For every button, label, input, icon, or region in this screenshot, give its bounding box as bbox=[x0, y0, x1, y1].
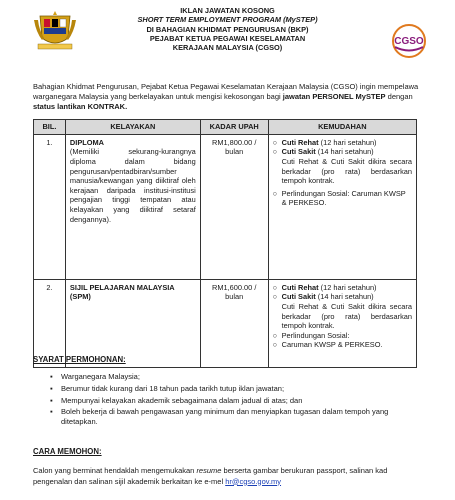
document-header bbox=[0, 2, 455, 72]
requirements-list bbox=[50, 372, 422, 429]
square-bullet-icon: ▪ bbox=[50, 395, 53, 405]
intro-paragraph bbox=[33, 82, 423, 112]
header-line-5: KERAJAAN MALAYSIA (CGSO) bbox=[172, 43, 283, 52]
list-item: ▪ Boleh bekerja di bawah pengawasan yang minimum dan menyiapkan tugasan dalam tempoh yang ditetapkan. bbox=[50, 407, 389, 426]
circle-bullet-icon: ○ bbox=[272, 330, 278, 340]
benefit-social-protection: ○ Perlindungan Sosial: Caruman KWSP & PERKESO. bbox=[272, 188, 406, 208]
list-item: ▪ Mempunyai kelayakan akademik sebagaimana dalam jadual di atas; dan bbox=[50, 395, 303, 405]
table-header-row bbox=[34, 120, 417, 135]
benefits-cell bbox=[268, 279, 416, 367]
vacancy-table bbox=[33, 119, 417, 368]
intro-text-2: dengan bbox=[385, 92, 413, 102]
intro-text-1: Bahagian Khidmat Pengurusan, Pejabat Ketua Pegawai Keselamatan Kerajaan Malaysia (CGSO) ingin mempelawa warganegara Malaysia yang berkelayakan untuk mengisi kekosongan bagi bbox=[33, 82, 419, 102]
circle-bullet-icon: ○ bbox=[272, 292, 278, 302]
requirements-title: SYARAT PERMOHONAN: bbox=[33, 355, 126, 364]
circle-bullet-icon: ○ bbox=[272, 137, 278, 147]
header-line-3: DI BAHAGIAN KHIDMAT PENGURUSAN (BKP) bbox=[146, 24, 309, 34]
benefit-sick-leave: ○ Cuti Sakit (14 hari setahun) bbox=[272, 147, 374, 157]
qualification-title: DIPLOMA bbox=[69, 137, 104, 147]
benefit-leave-note: Cuti Rehat & Cuti Sakit dikira secara berkadar (pro rata) berdasarkan tempoh kontrak. bbox=[281, 156, 412, 186]
circle-bullet-icon: ○ bbox=[272, 147, 278, 157]
benefit-social-protection: ○ Perlindungan Sosial: bbox=[272, 330, 350, 340]
wage-cell: RM1,800.00 / bulan bbox=[200, 134, 268, 279]
wage-cell: RM1,600.00 / bulan bbox=[200, 279, 268, 367]
cgso-logo-text: CGSO bbox=[394, 36, 424, 47]
email-link[interactable]: hr@cgso.gov.my bbox=[225, 476, 282, 486]
benefit-contribution: ○ Caruman KWSP & PERKESO. bbox=[272, 340, 383, 350]
circle-bullet-icon: ○ bbox=[272, 282, 278, 292]
circle-bullet-icon: ○ bbox=[272, 188, 278, 198]
qualification-cell bbox=[65, 134, 200, 279]
benefits-cell bbox=[268, 134, 416, 279]
list-item: ▪ Warganegara Malaysia; bbox=[50, 372, 140, 381]
row-number: 2. bbox=[34, 279, 66, 367]
col-header-no: BIL. bbox=[34, 120, 66, 135]
square-bullet-icon: ▪ bbox=[50, 383, 53, 393]
table-row bbox=[34, 279, 417, 367]
cgso-logo bbox=[386, 20, 432, 62]
header-title-block bbox=[100, 6, 355, 52]
col-header-benefits: KEMUDAHAN bbox=[268, 120, 416, 135]
benefit-annual-leave: ○ Cuti Rehat (12 hari setahun) bbox=[272, 137, 377, 147]
malaysia-coat-of-arms-logo bbox=[32, 10, 78, 52]
resume-italic: resume bbox=[196, 466, 222, 475]
qualification-title: SIJIL PELAJARAN MALAYSIA (SPM) bbox=[69, 282, 175, 302]
table-row bbox=[34, 134, 417, 279]
col-header-qualification: KELAYAKAN bbox=[65, 120, 200, 135]
header-line-4: PEJABAT KETUA PEGAWAI KESELAMATAN bbox=[149, 33, 306, 43]
benefit-annual-leave: ○ Cuti Rehat (12 hari setahun) bbox=[272, 282, 377, 292]
apply-paragraph: Calon yang berminat hendaklah mengemukakan resume berserta gambar berukuran passport, salinan kad pengenalan dan salinan sijil akademik berkaitan ke e-mel hr@cgso.gov.my bbox=[33, 466, 388, 486]
qualification-cell bbox=[65, 279, 200, 367]
intro-bold-status: status lantikan KONTRAK. bbox=[33, 102, 128, 112]
intro-bold-position: jawatan PERSONEL MySTEP bbox=[282, 92, 386, 102]
square-bullet-icon: ▪ bbox=[50, 407, 53, 417]
square-bullet-icon: ▪ bbox=[50, 372, 53, 381]
circle-bullet-icon: ○ bbox=[272, 340, 278, 350]
benefit-sick-leave: ○ Cuti Sakit (14 hari setahun) bbox=[272, 292, 374, 302]
list-item: ▪ Berumur tidak kurang dari 18 tahun pada tarikh tutup iklan jawatan; bbox=[50, 383, 285, 393]
row-number: 1. bbox=[34, 134, 66, 279]
header-line-2: SHORT TERM EMPLOYMENT PROGRAM (MySTEP) bbox=[137, 15, 318, 25]
apply-title: CARA MEMOHON: bbox=[33, 447, 102, 456]
benefit-leave-note: Cuti Rehat & Cuti Sakit dikira secara berkadar (pro rata) berdasarkan tempoh kontrak. bbox=[281, 301, 412, 331]
qualification-description: (Memiliki sekurang-kurangnya diploma dalam bidang pengurusan/pentadbiran/sumber manusia/kewangan yang diiktiraf oleh kerajaan daripada institusi-institusi pengajian tinggi tempatan atau kelayakan yang diiktiraf setaraf dengannya). bbox=[69, 147, 196, 224]
header-line-1: IKLAN JAWATAN KOSONG bbox=[180, 6, 275, 15]
col-header-wage: KADAR UPAH bbox=[200, 120, 268, 135]
